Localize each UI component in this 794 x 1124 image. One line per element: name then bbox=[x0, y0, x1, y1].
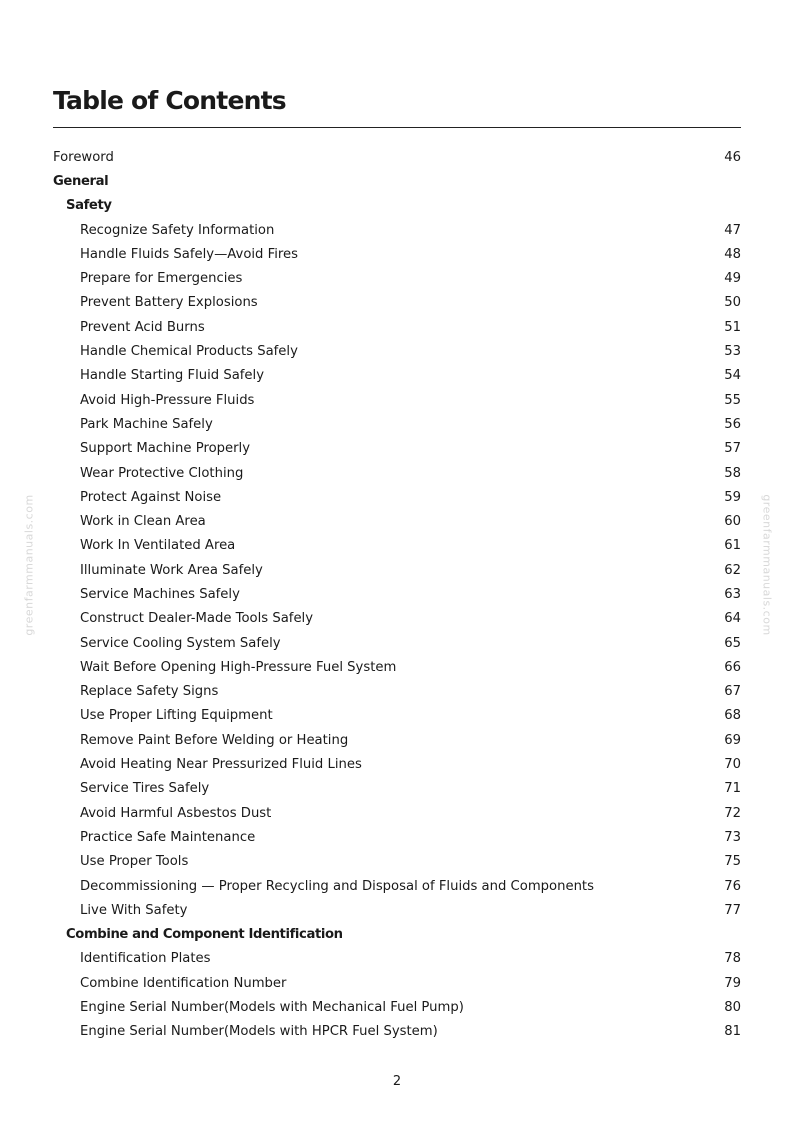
toc-entry-label: Handle Starting Fluid Safely bbox=[80, 368, 265, 384]
toc-entry[interactable] bbox=[53, 631, 741, 655]
toc-entry-page: 56 bbox=[724, 416, 741, 432]
toc-entry-label: Service Machines Safely bbox=[80, 586, 240, 602]
toc-entry[interactable] bbox=[53, 437, 741, 461]
toc-entry[interactable] bbox=[53, 971, 741, 995]
toc-entry-page: 57 bbox=[724, 441, 741, 457]
toc-entry-label: Decommissioning — Proper Recycling and Disposal of Fluids and Components bbox=[80, 878, 594, 894]
toc-entry[interactable] bbox=[53, 777, 741, 801]
toc-entry-page: 53 bbox=[724, 344, 741, 360]
toc-entry[interactable] bbox=[53, 655, 741, 679]
toc-entry-label: Foreword bbox=[53, 149, 114, 165]
toc-entry-page: 61 bbox=[724, 538, 741, 554]
toc-entry[interactable] bbox=[53, 339, 741, 363]
toc-entry-label: Avoid Harmful Asbestos Dust bbox=[80, 805, 272, 821]
toc-entry[interactable] bbox=[53, 752, 741, 776]
toc-entry-page: 66 bbox=[724, 659, 741, 675]
toc-entry[interactable] bbox=[53, 947, 741, 971]
toc-entry[interactable] bbox=[53, 412, 741, 436]
toc-entry-page: 54 bbox=[724, 368, 741, 384]
watermark-left: greenfarmmanuals.com bbox=[22, 494, 36, 636]
toc-entry[interactable] bbox=[53, 1020, 741, 1044]
toc-entry-label: Recognize Safety Information bbox=[80, 222, 275, 238]
toc-entry-label: Avoid High-Pressure Fluids bbox=[80, 392, 255, 408]
toc-entry-label: Safety bbox=[66, 198, 112, 214]
toc-entry-label: Support Machine Properly bbox=[80, 441, 251, 457]
toc-entry-page: 81 bbox=[724, 1024, 741, 1040]
toc-entry-page: 73 bbox=[724, 829, 741, 845]
toc-entry[interactable] bbox=[53, 874, 741, 898]
toc-entry[interactable] bbox=[53, 680, 741, 704]
toc-entry-label: Combine and Component Identification bbox=[66, 927, 343, 943]
toc-entry[interactable] bbox=[53, 607, 741, 631]
toc-entry-page: 46 bbox=[724, 149, 741, 165]
toc-entry[interactable] bbox=[53, 242, 741, 266]
toc-entry[interactable] bbox=[53, 266, 741, 290]
toc-entry-label: Engine Serial Number(Models with HPCR Fuel System) bbox=[80, 1024, 438, 1040]
toc-entry[interactable] bbox=[53, 728, 741, 752]
toc-entry-label: Remove Paint Before Welding or Heating bbox=[80, 732, 349, 748]
toc-entry-page: 49 bbox=[724, 271, 741, 287]
toc-entry-page: 77 bbox=[724, 902, 741, 918]
toc-entry-label: Construct Dealer-Made Tools Safely bbox=[80, 611, 314, 627]
toc-entry[interactable] bbox=[53, 850, 741, 874]
toc-section-heading bbox=[53, 923, 741, 947]
toc-entry[interactable] bbox=[53, 582, 741, 606]
toc-entry-label: Practice Safe Maintenance bbox=[80, 829, 256, 845]
toc-entry-page: 60 bbox=[724, 514, 741, 530]
toc-entry[interactable] bbox=[53, 485, 741, 509]
toc-entry[interactable] bbox=[53, 801, 741, 825]
toc-entry[interactable] bbox=[53, 461, 741, 485]
toc-entry-label: Protect Against Noise bbox=[80, 489, 222, 505]
toc-entry-label: Illuminate Work Area Safely bbox=[80, 562, 263, 578]
toc-list bbox=[53, 145, 741, 1044]
toc-entry-label: Use Proper Tools bbox=[80, 854, 189, 870]
toc-entry-page: 80 bbox=[724, 1000, 741, 1016]
toc-entry-label: Replace Safety Signs bbox=[80, 684, 219, 700]
toc-entry-label: Prevent Acid Burns bbox=[80, 319, 205, 335]
watermark-right: greenfarmmanuals.com bbox=[760, 494, 774, 636]
toc-entry-page: 68 bbox=[724, 708, 741, 724]
toc-entry-label: Park Machine Safely bbox=[80, 416, 213, 432]
toc-entry-label: Handle Fluids Safely—Avoid Fires bbox=[80, 246, 299, 262]
toc-entry-page: 58 bbox=[724, 465, 741, 481]
toc-entry[interactable] bbox=[53, 995, 741, 1019]
toc-entry-page: 72 bbox=[724, 805, 741, 821]
toc-entry[interactable] bbox=[53, 509, 741, 533]
toc-entry-page: 70 bbox=[724, 757, 741, 773]
toc-entry-page: 79 bbox=[724, 975, 741, 991]
toc-entry[interactable] bbox=[53, 825, 741, 849]
toc-entry-page: 69 bbox=[724, 732, 741, 748]
toc-entry-label: Engine Serial Number(Models with Mechanical Fuel Pump) bbox=[80, 1000, 464, 1016]
toc-entry-label: Work In Ventilated Area bbox=[80, 538, 236, 554]
toc-entry[interactable] bbox=[53, 558, 741, 582]
toc-entry[interactable] bbox=[53, 534, 741, 558]
toc-entry-page: 47 bbox=[724, 222, 741, 238]
toc-entry[interactable] bbox=[53, 145, 741, 169]
toc-entry-label: Combine Identification Number bbox=[80, 975, 287, 991]
toc-entry[interactable] bbox=[53, 291, 741, 315]
page-number: 2 bbox=[392, 1074, 402, 1089]
toc-entry-page: 48 bbox=[724, 246, 741, 262]
toc-entry-page: 75 bbox=[724, 854, 741, 870]
toc-entry-page: 59 bbox=[724, 489, 741, 505]
toc-entry-label: Handle Chemical Products Safely bbox=[80, 344, 298, 360]
toc-entry-page: 55 bbox=[724, 392, 741, 408]
toc-entry-page: 64 bbox=[724, 611, 741, 627]
toc-entry-page: 67 bbox=[724, 684, 741, 700]
toc-entry[interactable] bbox=[53, 898, 741, 922]
toc-entry-page: 50 bbox=[724, 295, 741, 311]
toc-entry[interactable] bbox=[53, 388, 741, 412]
toc-entry-label: Work in Clean Area bbox=[80, 514, 206, 530]
toc-entry-label: Service Tires Safely bbox=[80, 781, 210, 797]
toc-entry-page: 71 bbox=[724, 781, 741, 797]
toc-section-heading bbox=[53, 169, 741, 193]
toc-entry-page: 76 bbox=[724, 878, 741, 894]
toc-entry[interactable] bbox=[53, 364, 741, 388]
toc-entry-label: Wear Protective Clothing bbox=[80, 465, 244, 481]
toc-entry-label: Live With Safety bbox=[80, 902, 188, 918]
toc-entry-label: Prepare for Emergencies bbox=[80, 271, 243, 287]
toc-entry-page: 51 bbox=[724, 319, 741, 335]
toc-entry-label: Avoid Heating Near Pressurized Fluid Lines bbox=[80, 757, 362, 773]
toc-entry-page: 78 bbox=[724, 951, 741, 967]
toc-entry-page: 63 bbox=[724, 586, 741, 602]
toc-section-heading bbox=[53, 194, 741, 218]
toc-entry-label: Identification Plates bbox=[80, 951, 211, 967]
toc-entry-page: 65 bbox=[724, 635, 741, 651]
toc-entry-label: Wait Before Opening High-Pressure Fuel System bbox=[80, 659, 397, 675]
toc-entry[interactable] bbox=[53, 315, 741, 339]
toc-entry[interactable] bbox=[53, 704, 741, 728]
toc-entry-label: Use Proper Lifting Equipment bbox=[80, 708, 273, 724]
toc-entry-label: General bbox=[53, 173, 109, 189]
toc-entry-label: Service Cooling System Safely bbox=[80, 635, 281, 651]
toc-entry-page: 62 bbox=[724, 562, 741, 578]
toc-entry[interactable] bbox=[53, 218, 741, 242]
toc-entry-label: Prevent Battery Explosions bbox=[80, 295, 258, 311]
page-title: Table of Contents bbox=[53, 86, 286, 115]
title-divider bbox=[53, 127, 741, 128]
